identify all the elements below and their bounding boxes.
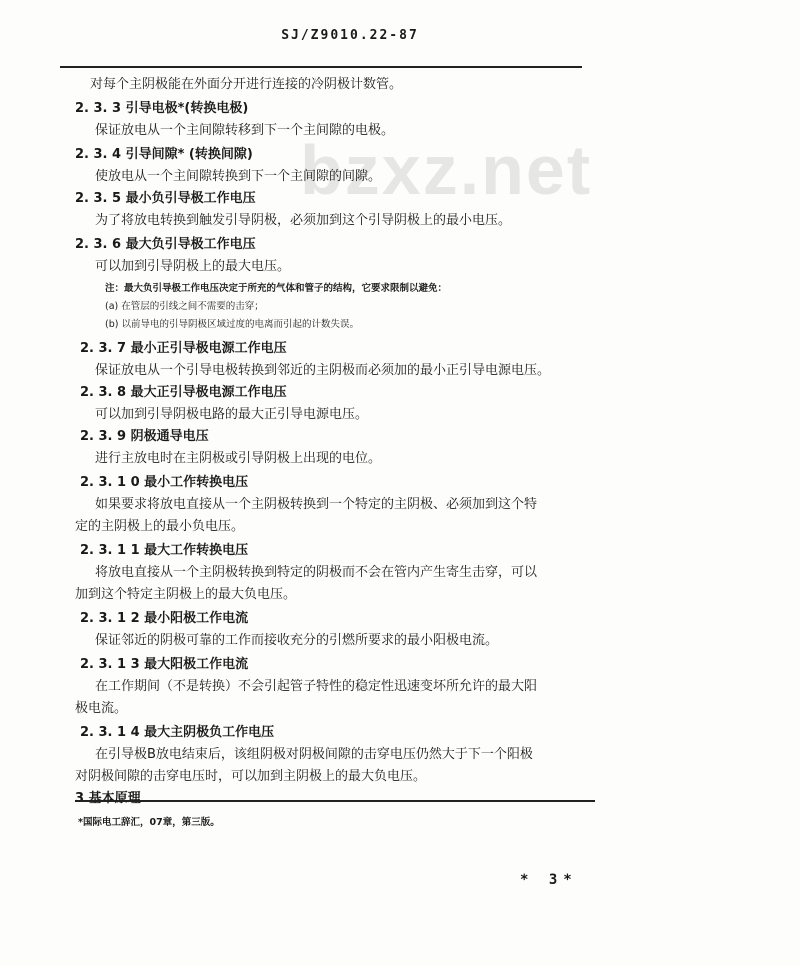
paragraph-line: 将放电直接从一个主阴极转换到特定的阴极而不会在管内产生寄生击穿，可以 <box>95 565 538 580</box>
note-line: (b) 以前导电的引导阴极区域过度的电离而引起的计数失误。 <box>105 319 359 330</box>
footnote-rule <box>75 800 595 802</box>
header-rule <box>60 66 582 68</box>
paragraph-line: 加到这个特定主阴极上的最大负电压。 <box>75 587 297 602</box>
section-heading: 2. 3. 5 最小负引导极工作电压 <box>75 191 256 206</box>
paragraph-line: 对每个主阴极能在外面分开进行连接的冷阴极计数管。 <box>90 77 403 92</box>
paragraph-line: 保证邻近的阴极可靠的工作而接收充分的引燃所要求的最小阳极电流。 <box>95 633 499 648</box>
paragraph-line: 如果要求将放电直接从一个主阴极转换到一个特定的主阴极、必须加到这个特 <box>95 497 538 512</box>
section-heading: 2. 3. 1 3 最大阳极工作电流 <box>80 657 249 672</box>
paragraph-line: 保证放电从一个引导电极转换到邻近的主阴极而必须加的最小正引导电源电压。 <box>95 363 551 378</box>
note-line: *国际电工辞汇，07章，第三版。 <box>78 817 220 828</box>
section-heading: 2. 3. 1 1 最大工作转换电压 <box>80 543 249 558</box>
section-heading: 2. 3. 4 引导间隙* (转换间隙) <box>75 147 253 162</box>
note-line: (a) 在管层的引线之间不需要的击穿； <box>105 301 264 312</box>
paragraph-line: 使放电从一个主间隙转换到下一个主间隙的间隙。 <box>95 169 382 184</box>
paragraph-line: 在工作期间（不是转换）不会引起管子特性的稳定性迅速变坏所允许的最大阳 <box>95 679 538 694</box>
watermark: bzxz.net <box>300 131 593 209</box>
section-heading: 2. 3. 8 最大正引导极电源工作电压 <box>80 385 287 400</box>
paragraph-line: 对阴极间隙的击穿电压时，可以加到主阴极上的最大负电压。 <box>75 769 427 784</box>
document-code-header: SJ/Z9010.22-87 <box>281 28 419 43</box>
paragraph-line: 在引导极B放电结束后，该组阴极对阴极间隙的击穿电压仍然大于下一个阳极 <box>95 747 533 762</box>
note-line: 注：最大负引导极工作电压决定于所充的气体和管子的结构，它要求限制以避免： <box>105 283 448 294</box>
page-number: * 3* <box>520 872 578 888</box>
paragraph-line: 进行主放电时在主阴极或引导阴极上出现的电位。 <box>95 451 382 466</box>
section-heading: 2. 3. 1 2 最小阳极工作电流 <box>80 611 249 626</box>
paragraph-line: 极电流。 <box>75 701 128 716</box>
paragraph-line: 保证放电从一个主间隙转移到下一个主间隙的电极。 <box>95 123 395 138</box>
section-heading: 3 基本原理 <box>75 791 141 806</box>
section-heading: 2. 3. 7 最小正引导极电源工作电压 <box>80 341 287 356</box>
paragraph-line: 可以加到引导阴极上的最大电压。 <box>95 259 291 274</box>
section-heading: 2. 3. 9 阴极通导电压 <box>80 429 209 444</box>
paragraph-line: 可以加到引导阴极电路的最大正引导电源电压。 <box>95 407 369 422</box>
section-heading: 2. 3. 3 引导电极*(转换电极) <box>75 101 249 116</box>
paragraph-line: 为了将放电转换到触发引导阴极，必须加到这个引导阴极上的最小电压。 <box>95 213 512 228</box>
paragraph-line: 定的主阴极上的最小负电压。 <box>75 519 245 534</box>
section-heading: 2. 3. 1 4 最大主阴极负工作电压 <box>80 725 275 740</box>
section-heading: 2. 3. 1 0 最小工作转换电压 <box>80 475 249 490</box>
section-heading: 2. 3. 6 最大负引导极工作电压 <box>75 237 256 252</box>
